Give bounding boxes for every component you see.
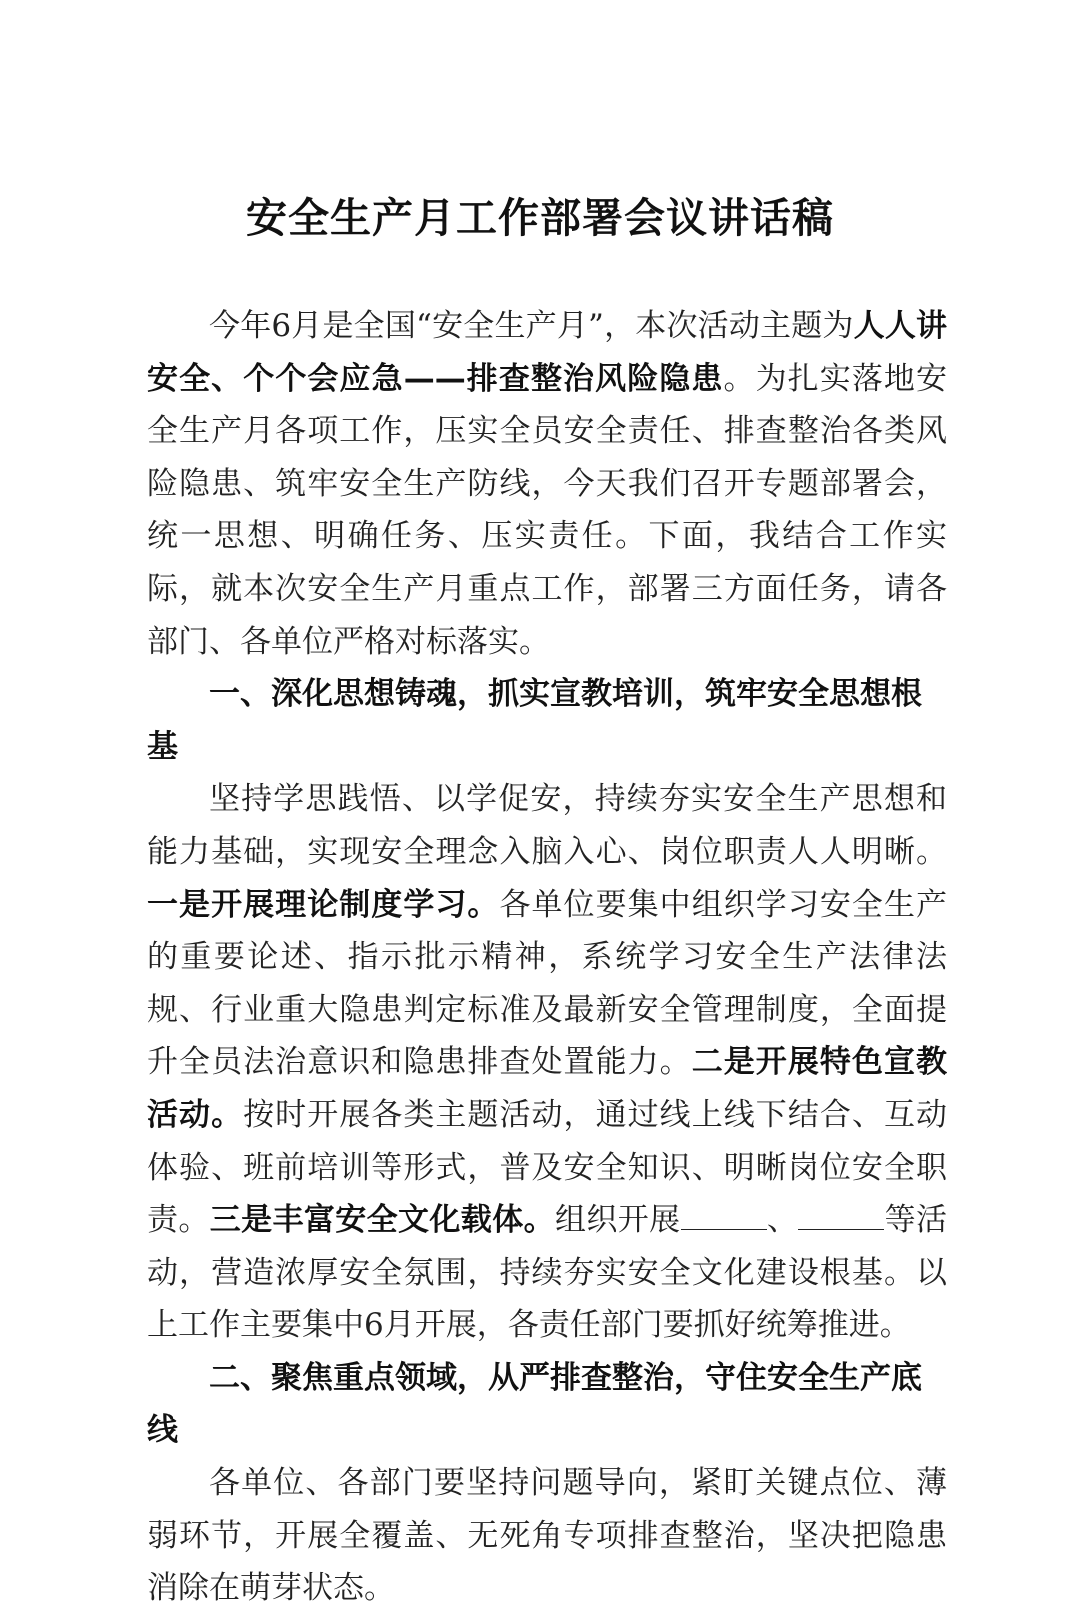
- point-3-text-b: 等活动，营造浓厚安全氛围，持续夯实安全文化建设根基。以上工作主要集中6月开展，各责任部门要抓好统筹推进。: [147, 1202, 948, 1344]
- document-title: 安全生产月工作部署会议讲话稿: [246, 194, 834, 242]
- document-body: [147, 300, 947, 1615]
- point-3-separator: 、: [766, 1202, 799, 1239]
- point-1-text: 各单位要集中组织学习安全生产的重要论述、指示批示精神，系统学习安全生产法律法规、行业重大隐患判定标准及最新安全管理制度，全面提升全员法治意识和隐患排查处置能力。: [147, 886, 948, 1081]
- section-1-lead: 坚持学思践悟、以学促安，持续夯实安全生产思想和能力基础，实现安全理念入脑入心、岗位职责人人明晰。: [147, 781, 947, 870]
- intro-paragraph: [147, 300, 947, 668]
- fill-in-blank-2: [798, 1201, 884, 1230]
- section-2-paragraph: 各单位、各部门要坚持问题导向，紧盯关键点位、薄弱环节，开展全覆盖、无死角专项排查整治，坚决把隐患消除在萌芽状态。: [147, 1465, 947, 1607]
- section-2-heading: 二、聚焦重点领域，从严排查整治，守住安全生产底线: [147, 1359, 922, 1449]
- section-1-paragraph: [147, 773, 947, 1352]
- point-3-text-a: 组织开展: [554, 1202, 681, 1239]
- point-1-title: 一是开展理论制度学习。: [147, 886, 500, 923]
- point-2-title: 二是开展特色宣教活动。: [147, 1044, 948, 1133]
- activity-theme: 人人讲安全、个个会应急——排查整治风险隐患: [147, 308, 948, 397]
- fill-in-blank-1: [681, 1201, 767, 1230]
- section-1-heading: 一、深化思想铸魂，抓实宣教培训，筑牢安全思想根基: [147, 676, 922, 765]
- intro-text-b: 。为扎实落地安全生产月各项工作，压实全员安全责任、排查整治各类风险隐患、筑牢安全生产防线，今天我们召开专题部署会，统一思想、明确任务、压实责任。下面，我结合工作实际，就本次安全生产月重点工作，部署三方面任务，请各部门、各单位严格对标落实。: [147, 360, 948, 660]
- point-2-text: 按时开展各类主题活动，通过线上线下结合、互动体验、班前培训等形式，普及安全知识、明晰岗位安全职责。: [147, 1096, 947, 1239]
- intro-text-a: 今年6月是全国“安全生产月”，本次活动主题为: [209, 308, 854, 344]
- point-3-title: 三是丰富安全文化载体。: [209, 1202, 555, 1239]
